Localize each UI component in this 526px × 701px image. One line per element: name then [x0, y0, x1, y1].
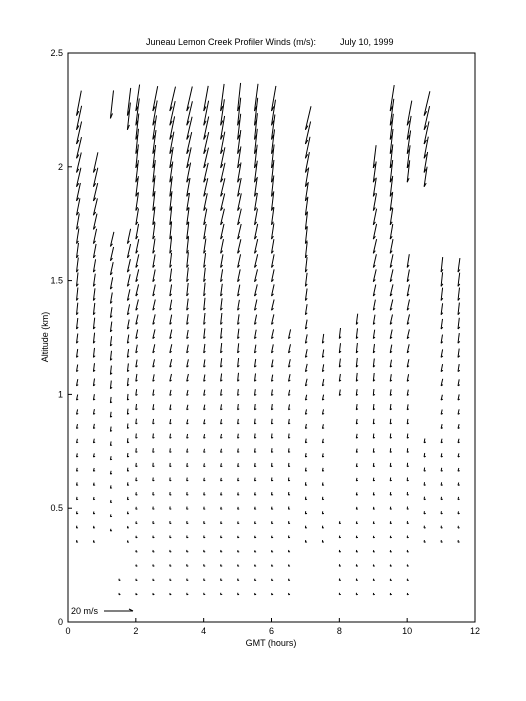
- wind-vector-head: [204, 480, 206, 481]
- wind-vector-head: [424, 471, 426, 472]
- wind-vector-head: [221, 495, 223, 496]
- wind-vector-head: [441, 456, 443, 457]
- wind-vector-head: [204, 466, 206, 467]
- wind-vector: [424, 91, 430, 115]
- wind-vector-head: [373, 466, 375, 467]
- wind-vector-head: [187, 466, 189, 467]
- wind-vector-head: [153, 509, 155, 510]
- wind-vector-head: [458, 499, 460, 500]
- wind-vector-head: [221, 523, 223, 524]
- wind-vector-head: [390, 495, 392, 496]
- wind-vector-head: [441, 471, 443, 472]
- wind-vector-head: [93, 485, 95, 486]
- wind-vector-head: [441, 499, 443, 500]
- wind-vector-head: [289, 480, 291, 481]
- wind-vector-head: [136, 452, 138, 453]
- wind-vector-head: [255, 480, 257, 481]
- wind-vector-head: [110, 459, 112, 460]
- y-tick-label: 2.5: [50, 48, 63, 58]
- wind-vector-head: [272, 480, 274, 481]
- wind-vector-head: [289, 466, 291, 467]
- wind-vector-head: [458, 456, 460, 457]
- wind-vector-head: [390, 523, 392, 524]
- wind-vector-head: [77, 499, 79, 500]
- wind-vectors: [77, 83, 460, 595]
- wind-vector-head: [204, 523, 206, 524]
- y-tick-label: 0.5: [50, 503, 63, 514]
- wind-vector-head: [93, 471, 95, 472]
- wind-vector-head: [136, 480, 138, 481]
- wind-vector-head: [390, 480, 392, 481]
- wind-vector-head: [77, 513, 79, 514]
- y-tick-label: 1: [57, 389, 63, 400]
- wind-vector-head: [204, 495, 206, 496]
- wind-vector-head: [136, 466, 138, 467]
- wind-vector-head: [77, 456, 79, 457]
- wind-vector-head: [289, 495, 291, 496]
- wind-vector-head: [170, 523, 172, 524]
- wind-vector-head: [127, 485, 129, 486]
- wind-vector-head: [153, 495, 155, 496]
- wind-vector-head: [458, 442, 460, 443]
- x-tick-label: 2: [133, 626, 139, 636]
- wind-vector-head: [390, 466, 392, 467]
- wind-vector-head: [305, 513, 307, 514]
- wind-vector-head: [458, 485, 460, 486]
- wind-vector-head: [356, 452, 358, 453]
- x-tick-label: 8: [336, 626, 342, 636]
- wind-vector-head: [93, 456, 95, 457]
- wind-vector-head: [322, 485, 324, 486]
- wind-vector-head: [272, 452, 274, 453]
- wind-vector-head: [289, 509, 291, 510]
- wind-vector-head: [170, 509, 172, 510]
- wind-vector-head: [407, 495, 409, 496]
- wind-vector-head: [305, 471, 307, 472]
- scale-legend: [71, 606, 133, 616]
- y-axis-label: Altitude (km): [40, 311, 50, 363]
- chart-date: July 10, 1999: [340, 37, 394, 47]
- wind-vector: [305, 106, 311, 130]
- wind-vector: [170, 87, 176, 111]
- chart-title: Juneau Lemon Creek Profiler Winds (m/s):: [146, 37, 317, 47]
- wind-vector-head: [127, 456, 129, 457]
- wind-vector-head: [238, 495, 240, 496]
- wind-vector-head: [153, 466, 155, 467]
- wind-vector-head: [187, 495, 189, 496]
- wind-vector-head: [407, 466, 409, 467]
- wind-vector-head: [322, 513, 324, 514]
- wind-vector-head: [77, 471, 79, 472]
- x-axis-label: GMT (hours): [245, 638, 297, 648]
- wind-vector-head: [127, 471, 129, 472]
- wind-vector-head: [458, 471, 460, 472]
- wind-vector-head: [238, 452, 240, 453]
- wind-vector-head: [424, 499, 426, 500]
- y-tick-label: 2: [57, 161, 63, 172]
- wind-vector-head: [407, 452, 409, 453]
- chart-title-group: [146, 37, 394, 47]
- wind-vector-head: [305, 499, 307, 500]
- wind-vector-head: [238, 466, 240, 467]
- wind-vector-head: [170, 452, 172, 453]
- wind-vector-head: [272, 495, 274, 496]
- wind-vector-head: [170, 466, 172, 467]
- wind-vector: [187, 101, 193, 125]
- wind-vector-head: [441, 513, 443, 514]
- y-tick-label: 1.5: [50, 275, 63, 286]
- wind-vector-head: [255, 495, 257, 496]
- wind-vector-head: [110, 474, 112, 475]
- wind-vector-head: [187, 480, 189, 481]
- wind-vector-head: [153, 452, 155, 453]
- wind-vector-head: [136, 495, 138, 496]
- wind-vector-head: [187, 523, 189, 524]
- wind-vector: [373, 389, 374, 395]
- wind-vector-head: [373, 452, 375, 453]
- wind-vector-head: [322, 428, 324, 429]
- x-axis: [65, 618, 480, 636]
- wind-vector-head: [424, 485, 426, 486]
- wind-vector-head: [458, 513, 460, 514]
- wind-vector-head: [170, 480, 172, 481]
- wind-vector-head: [93, 499, 95, 500]
- scale-legend-label: 20 m/s: [71, 606, 99, 616]
- wind-vector-head: [187, 438, 189, 439]
- x-tick-label: 12: [469, 626, 481, 636]
- wind-vector-head: [373, 480, 375, 481]
- x-tick-label: 0: [65, 626, 71, 636]
- wind-vector-head: [356, 480, 358, 481]
- wind-vector-head: [187, 509, 189, 510]
- wind-vector-head: [424, 513, 426, 514]
- wind-vector-head: [187, 452, 189, 453]
- wind-vector-head: [238, 480, 240, 481]
- wind-vector-head: [407, 523, 409, 524]
- wind-vector-head: [390, 452, 392, 453]
- wind-vector-head: [255, 452, 257, 453]
- wind-vector-head: [255, 466, 257, 467]
- wind-vector-head: [305, 456, 307, 457]
- y-axis: [50, 48, 72, 627]
- wind-vector-head: [204, 452, 206, 453]
- wind-vector-head: [127, 499, 129, 500]
- wind-vector-head: [272, 523, 274, 524]
- wind-vector-head: [322, 456, 324, 457]
- wind-vector-head: [424, 456, 426, 457]
- wind-vector-head: [373, 495, 375, 496]
- wind-vector-head: [110, 445, 112, 446]
- wind-vector-head: [441, 485, 443, 486]
- wind-vector-head: [110, 488, 112, 489]
- x-tick-label: 6: [268, 626, 275, 636]
- wind-vector-head: [407, 509, 409, 510]
- wind-vector-head: [77, 485, 79, 486]
- wind-vector-head: [153, 480, 155, 481]
- wind-vector-head: [272, 466, 274, 467]
- wind-vector-head: [204, 438, 206, 439]
- wind-vector-head: [322, 471, 324, 472]
- x-tick-label: 10: [402, 626, 413, 636]
- wind-vector-head: [77, 442, 79, 443]
- wind-vector-head: [356, 466, 358, 467]
- wind-vector-head: [289, 523, 291, 524]
- wind-vector-head: [339, 523, 341, 524]
- wind-vector-head: [221, 452, 223, 453]
- wind-vector: [170, 101, 175, 125]
- wind-vector-head: [153, 523, 155, 524]
- wind-vector-head: [170, 495, 172, 496]
- wind-vector-head: [221, 466, 223, 467]
- x-tick-label: 4: [201, 626, 207, 636]
- wind-vector-head: [289, 452, 291, 453]
- wind-vector-head: [305, 485, 307, 486]
- wind-vector-head: [356, 495, 358, 496]
- wind-vector-head: [407, 480, 409, 481]
- y-tick-label: 0: [57, 617, 63, 627]
- wind-vector-head: [221, 480, 223, 481]
- wind-vector-head: [322, 499, 324, 500]
- wind-vector: [424, 106, 430, 130]
